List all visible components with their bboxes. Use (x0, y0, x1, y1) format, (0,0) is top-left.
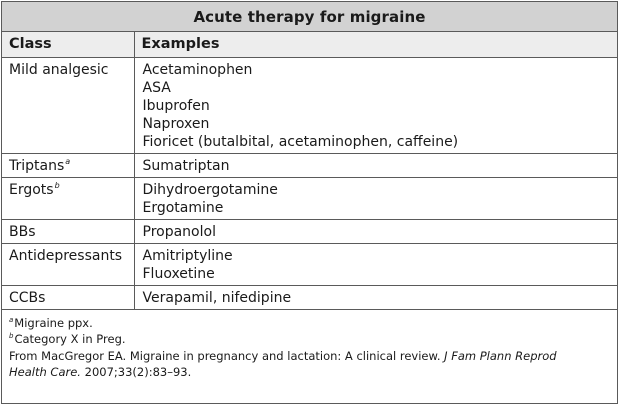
example-item: Dihydroergotamine (142, 181, 278, 198)
therapy-table-card (1, 1, 618, 404)
footnote-b (9, 331, 617, 348)
example-item: Ergotamine (142, 199, 224, 216)
class-name: Mild analgesic (9, 61, 109, 78)
class-cell (2, 153, 134, 177)
header-examples: Examples (134, 32, 617, 57)
table-row (2, 243, 617, 285)
header-class: Class (2, 32, 134, 57)
example-item: Verapamil, nifedipine (142, 289, 292, 306)
examples-cell (134, 243, 617, 285)
class-cell (2, 219, 134, 243)
table-row (2, 285, 617, 309)
table-row (2, 153, 617, 177)
footnotes (2, 310, 617, 381)
examples-cell (134, 57, 617, 153)
footnote-text: Migraine ppx. (14, 315, 93, 330)
table-title: Acute therapy for migraine (2, 2, 617, 32)
example-item: Fioricet (butalbital, acetaminophen, caffeine) (142, 133, 459, 150)
example-item: ASA (142, 79, 171, 96)
example-item: Naproxen (142, 115, 210, 132)
table-row (2, 219, 617, 243)
class-cell (2, 177, 134, 219)
table-body (2, 57, 617, 309)
footnote-marker: b (54, 180, 60, 190)
class-name: BBs (9, 223, 36, 240)
example-item: Ibuprofen (142, 97, 210, 114)
header-row (2, 32, 617, 57)
class-name: Triptans (9, 157, 65, 174)
source-suffix: 2007;33(2):83–93. (80, 365, 192, 379)
therapy-table (2, 32, 617, 310)
examples-cell (134, 285, 617, 309)
class-name: CCBs (9, 289, 46, 306)
examples-cell (134, 219, 617, 243)
table-row (2, 57, 617, 153)
table-row (2, 177, 617, 219)
footnote-marker: b (9, 332, 14, 341)
example-item: Fluoxetine (142, 265, 215, 282)
class-name: Antidepressants (9, 247, 123, 264)
class-cell (2, 57, 134, 153)
source-prefix: From MacGregor EA. Migraine in pregnancy and lactation: A clinical review. (9, 348, 445, 363)
example-item: Propanolol (142, 223, 216, 240)
source-citation (9, 348, 594, 381)
examples-cell (134, 153, 617, 177)
footnote-text: Category X in Preg. (14, 332, 126, 346)
examples-cell (134, 177, 617, 219)
footnote-marker: a (65, 156, 71, 166)
class-cell (2, 243, 134, 285)
source-journal: J Fam Plann Reprod Health Care. (9, 348, 557, 379)
example-item: Acetaminophen (142, 61, 253, 78)
class-cell (2, 285, 134, 309)
class-name: Ergots (9, 181, 54, 198)
footnote-marker: a (9, 315, 14, 324)
example-item: Amitriptyline (142, 247, 233, 264)
example-item: Sumatriptan (142, 157, 230, 174)
footnote-a (9, 315, 617, 332)
